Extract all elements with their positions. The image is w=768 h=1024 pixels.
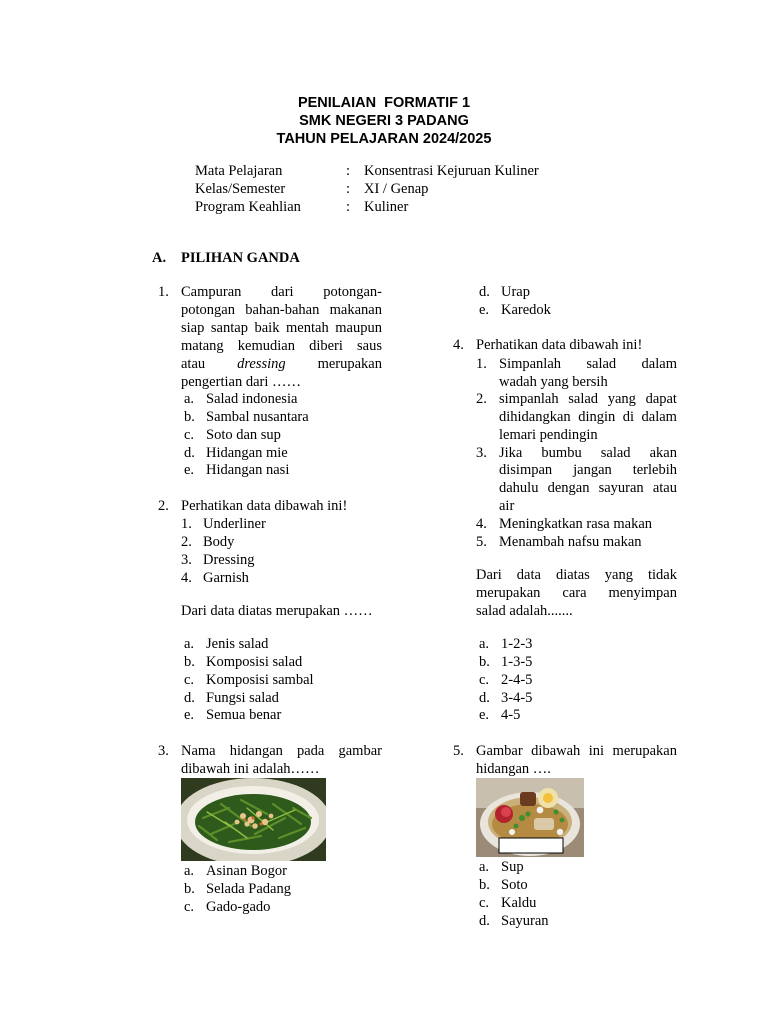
word: matang xyxy=(181,338,224,354)
option-text: Soto xyxy=(501,877,528,893)
option-text: 3-4-5 xyxy=(501,690,533,706)
section-letter: A. xyxy=(152,250,167,266)
word: potongan xyxy=(181,302,235,318)
word: dihidangkan xyxy=(499,409,571,425)
word: dalam xyxy=(641,356,677,372)
option-text: Soto dan sup xyxy=(206,427,281,443)
info-label: Kelas/Semester xyxy=(195,181,286,197)
option-text: Gado-gado xyxy=(206,899,271,915)
item-text xyxy=(499,355,677,373)
word: Gambar xyxy=(476,743,523,759)
option-letter: d. xyxy=(479,913,490,929)
option-letter: c. xyxy=(184,672,195,688)
word: menyimpan xyxy=(608,585,677,601)
question-number: 4. xyxy=(453,337,464,353)
option-text: Sayuran xyxy=(501,913,549,929)
word: jangan xyxy=(573,462,612,478)
option-letter: e. xyxy=(479,302,490,318)
info-colon: : xyxy=(346,181,351,197)
word: hidangan xyxy=(229,743,283,759)
salad-photo xyxy=(181,778,326,861)
item-text xyxy=(499,408,677,426)
option-text: Karedok xyxy=(501,302,551,318)
word: merupakan xyxy=(612,743,677,759)
option-letter: b. xyxy=(184,654,195,670)
option-text: Sup xyxy=(501,859,524,875)
option-letter: d. xyxy=(184,445,195,461)
option-letter: d. xyxy=(184,690,195,706)
word: data xyxy=(516,567,541,583)
item-number: 1. xyxy=(181,516,192,532)
word: dahulu xyxy=(499,480,539,496)
option-letter: e. xyxy=(479,707,490,723)
word: Nama xyxy=(181,743,216,759)
option-text: Kaldu xyxy=(501,895,537,911)
option-letter: b. xyxy=(184,881,195,897)
question-text: hidangan …. xyxy=(476,761,551,777)
question-text: Perhatikan data dibawah ini! xyxy=(476,337,643,353)
word-italic: dressing xyxy=(237,356,286,372)
title-line-1: PENILAIAN FORMATIF 1 xyxy=(297,95,471,111)
option-letter: a. xyxy=(479,636,490,652)
option-text: Fungsi salad xyxy=(206,690,279,706)
item-number: 3. xyxy=(476,445,487,461)
item-text: lemari pendingin xyxy=(499,427,598,443)
option-text: Semua benar xyxy=(206,707,282,723)
item-text: Body xyxy=(203,534,235,550)
question-text xyxy=(181,742,382,760)
word: merupakan xyxy=(476,585,541,601)
option-letter: b. xyxy=(479,877,490,893)
question-text xyxy=(181,355,382,373)
option-text: Sambal nusantara xyxy=(206,409,309,425)
option-letter: a. xyxy=(479,859,490,875)
word: merupakan xyxy=(317,356,382,372)
item-text: Underliner xyxy=(203,516,266,532)
question-text xyxy=(181,283,382,301)
word: Jika xyxy=(499,445,523,461)
question-text: salad adalah....... xyxy=(476,603,573,619)
item-text xyxy=(499,479,677,497)
option-text: Komposisi salad xyxy=(206,654,303,670)
item-text: wadah yang bersih xyxy=(499,374,608,390)
question-number: 3. xyxy=(158,743,169,759)
section-title: PILIHAN GANDA xyxy=(181,250,300,266)
item-number: 5. xyxy=(476,534,487,550)
info-value: Kuliner xyxy=(364,199,409,215)
item-text xyxy=(499,390,677,408)
option-letter: c. xyxy=(184,427,195,443)
word: dalam xyxy=(641,409,677,425)
info-label: Program Keahlian xyxy=(195,199,301,215)
word: gambar xyxy=(338,743,382,759)
option-letter: e. xyxy=(184,462,195,478)
info-value: XI / Genap xyxy=(364,181,429,197)
word: maupun xyxy=(335,320,382,336)
word: yang xyxy=(607,391,636,407)
word: salad xyxy=(600,445,631,461)
soup-photo xyxy=(476,778,584,857)
question-text: dibawah ini adalah…… xyxy=(181,761,320,777)
word: di xyxy=(622,409,635,425)
option-text: Asinan Bogor xyxy=(206,863,287,879)
item-number: 3. xyxy=(181,552,192,568)
option-letter: a. xyxy=(184,636,195,652)
item-text: Garnish xyxy=(203,570,249,586)
item-number: 2. xyxy=(181,534,192,550)
title-line-3: TAHUN PELAJARAN 2024/2025 xyxy=(276,131,492,147)
option-letter: e. xyxy=(184,707,195,723)
question-text xyxy=(476,566,677,584)
option-text: 4-5 xyxy=(501,707,521,723)
question-number: 2. xyxy=(158,498,169,514)
word: yang xyxy=(604,567,633,583)
question-text xyxy=(476,742,677,760)
word: saus xyxy=(356,338,382,354)
word: disimpan xyxy=(499,462,553,478)
info-label: Mata Pelajaran xyxy=(195,163,283,179)
question-text: pengertian dari …… xyxy=(181,374,301,390)
word: cara xyxy=(562,585,587,601)
item-number: 4. xyxy=(181,570,192,586)
option-letter: a. xyxy=(184,391,195,407)
word: bumbu xyxy=(541,445,582,461)
question-number: 5. xyxy=(453,743,464,759)
option-letter: d. xyxy=(479,284,490,300)
option-text: Salad indonesia xyxy=(206,391,298,407)
question-text xyxy=(181,319,382,337)
word: Dari xyxy=(476,567,502,583)
option-text: Selada Padang xyxy=(206,881,291,897)
word: bahan-bahan xyxy=(245,302,320,318)
option-text: 1-3-5 xyxy=(501,654,533,670)
question-text xyxy=(181,337,382,355)
item-text xyxy=(499,444,677,462)
word: baik xyxy=(254,320,280,336)
word: Campuran xyxy=(181,284,242,300)
option-letter: c. xyxy=(184,899,195,915)
word: atau xyxy=(181,356,206,372)
word: makanan xyxy=(329,302,382,318)
question-text xyxy=(181,301,382,319)
word: atau xyxy=(652,480,677,496)
word: siap xyxy=(181,320,205,336)
word: simpanlah xyxy=(499,391,559,407)
question-text: Dari data diatas merupakan …… xyxy=(181,603,373,619)
option-letter: b. xyxy=(184,409,195,425)
option-letter: b. xyxy=(479,654,490,670)
word: ini xyxy=(588,743,605,759)
word: tidak xyxy=(648,567,677,583)
question-number: 1. xyxy=(158,284,169,300)
word: sayuran xyxy=(598,480,644,496)
item-text: Dressing xyxy=(203,552,255,568)
word: mentah xyxy=(286,320,329,336)
word: santap xyxy=(210,320,248,336)
question-text xyxy=(476,584,677,602)
question-text: Perhatikan data dibawah ini! xyxy=(181,498,348,514)
option-letter: c. xyxy=(479,895,490,911)
word: dingin xyxy=(578,409,616,425)
option-letter: d. xyxy=(479,690,490,706)
option-text: Jenis salad xyxy=(206,636,269,652)
word: dapat xyxy=(645,391,677,407)
item-number: 1. xyxy=(476,356,487,372)
word: Simpanlah xyxy=(499,356,562,372)
item-number: 2. xyxy=(476,391,487,407)
word: akan xyxy=(649,445,677,461)
word: dengan xyxy=(547,480,590,496)
option-text: Komposisi sambal xyxy=(206,672,314,688)
item-number: 4. xyxy=(476,516,487,532)
option-letter: c. xyxy=(479,672,490,688)
word: diatas xyxy=(555,567,590,583)
word: salad xyxy=(568,391,599,407)
option-text: Hidangan mie xyxy=(206,445,288,461)
info-colon: : xyxy=(346,163,351,179)
word: potongan- xyxy=(323,284,382,300)
info-value: Konsentrasi Kejuruan Kuliner xyxy=(364,163,539,179)
word: dari xyxy=(271,284,294,300)
item-text: Meningkatkan rasa makan xyxy=(499,516,653,532)
word: pada xyxy=(297,743,325,759)
item-text: air xyxy=(499,498,515,514)
item-text: Menambah nafsu makan xyxy=(499,534,642,550)
option-text: Hidangan nasi xyxy=(206,462,290,478)
item-text xyxy=(499,461,677,479)
word: kemudian xyxy=(237,338,295,354)
option-text: 1-2-3 xyxy=(501,636,533,652)
word: salad xyxy=(586,356,617,372)
word: dibawah xyxy=(531,743,581,759)
word: terlebih xyxy=(632,462,677,478)
option-text: 2-4-5 xyxy=(501,672,533,688)
title-line-2: SMK NEGERI 3 PADANG xyxy=(299,113,469,129)
option-text: Urap xyxy=(501,284,530,300)
word: diberi xyxy=(309,338,343,354)
option-letter: a. xyxy=(184,863,195,879)
info-colon: : xyxy=(346,199,351,215)
